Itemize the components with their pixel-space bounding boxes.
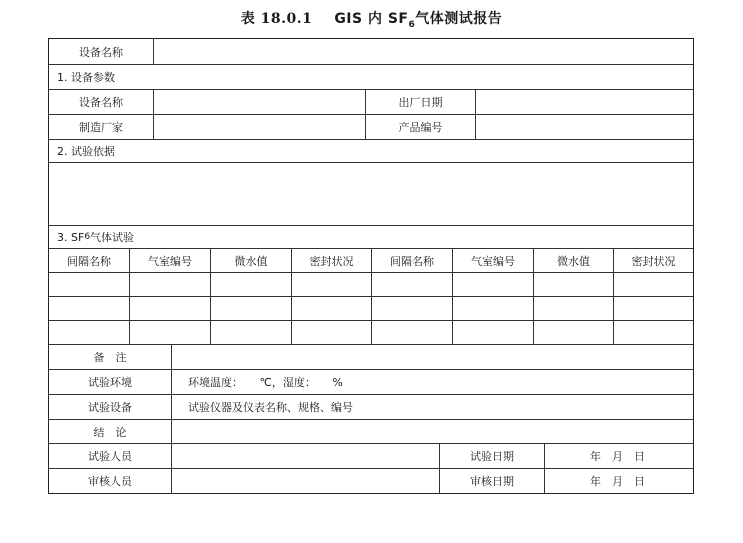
section3-heading-subscript: 6	[84, 232, 91, 242]
table-cell[interactable]	[533, 297, 613, 320]
table-cell[interactable]	[613, 297, 693, 320]
col-header-moisture-value-2: 微水值	[533, 249, 613, 272]
test-date-label: 试验日期	[439, 444, 544, 468]
section3-heading-prefix: 3. SF	[57, 230, 85, 244]
table-row	[49, 273, 693, 297]
table-cell[interactable]	[452, 273, 533, 296]
col-header-chamber-number: 气室编号	[129, 249, 210, 272]
environment-label: 试验环境	[88, 376, 132, 389]
remarks-row	[49, 345, 693, 370]
table-cell[interactable]	[291, 297, 371, 320]
table-cell[interactable]	[49, 273, 129, 296]
param-label-manufacturer: 制造厂家	[79, 121, 123, 134]
title-subscript: 6	[408, 19, 416, 30]
param-label-manufacture-date: 出厂日期	[365, 90, 475, 114]
table-cell[interactable]	[49, 321, 129, 344]
environment-row	[49, 370, 693, 395]
remarks-field[interactable]	[171, 345, 693, 369]
table-cell[interactable]	[533, 321, 613, 344]
test-basis-field[interactable]	[49, 163, 693, 225]
table-cell[interactable]	[210, 273, 291, 296]
device-name-field[interactable]	[153, 39, 693, 64]
table-cell[interactable]	[210, 297, 291, 320]
gas-test-header-row	[49, 249, 693, 273]
review-date-label: 审核日期	[439, 469, 544, 493]
param-field-device-name[interactable]	[153, 90, 365, 114]
conclusion-label: 结 论	[93, 425, 127, 439]
device-name-row	[49, 39, 693, 65]
params-row-2	[49, 115, 693, 140]
params-row-1	[49, 90, 693, 115]
table-cell[interactable]	[452, 297, 533, 320]
section2-body-row	[49, 163, 693, 226]
table-cell[interactable]	[210, 321, 291, 344]
param-field-manufacturer[interactable]	[153, 115, 365, 139]
equipment-row	[49, 395, 693, 420]
table-row	[49, 297, 693, 321]
section3-heading-row	[49, 226, 693, 249]
table-cell[interactable]	[533, 273, 613, 296]
col-header-seal-status: 密封状况	[291, 249, 371, 272]
reviewer-field[interactable]	[171, 469, 439, 493]
param-field-product-number[interactable]	[475, 115, 693, 139]
device-name-label: 设备名称	[79, 45, 123, 59]
environment-field[interactable]: 环境温度： ℃，湿度： %	[171, 370, 693, 394]
section2-heading: 2. 试验依据	[57, 145, 115, 158]
table-cell[interactable]	[49, 297, 129, 320]
col-header-bay-name-2: 间隔名称	[371, 249, 452, 272]
title-suffix: 气体测试报告	[415, 11, 503, 27]
section3-heading	[49, 226, 693, 248]
param-label-device-name: 设备名称	[79, 96, 123, 109]
tester-row	[49, 444, 693, 469]
table-row	[49, 321, 693, 345]
section1-heading: 1. 设备参数	[57, 71, 115, 84]
test-date-field[interactable]: 年 月 日	[544, 444, 693, 468]
table-cell[interactable]	[129, 297, 210, 320]
section2-heading-row	[49, 140, 693, 163]
table-cell[interactable]	[371, 273, 452, 296]
table-cell[interactable]	[291, 273, 371, 296]
title-prefix: GIS 内 SF	[334, 11, 409, 27]
tester-field[interactable]	[171, 444, 439, 468]
tester-label: 试验人员	[88, 450, 132, 463]
col-header-moisture-value: 微水值	[210, 249, 291, 272]
reviewer-label: 审核人员	[88, 475, 132, 488]
col-header-bay-name: 间隔名称	[67, 254, 111, 268]
review-date-field[interactable]: 年 月 日	[544, 469, 693, 493]
param-field-manufacture-date[interactable]	[475, 90, 693, 114]
section1-heading-row	[49, 65, 693, 90]
form-title	[0, 8, 743, 30]
col-header-seal-status-2: 密封状况	[613, 249, 693, 272]
conclusion-field[interactable]	[171, 420, 693, 443]
conclusion-row	[49, 420, 693, 444]
col-header-chamber-number-2: 气室编号	[452, 249, 533, 272]
table-cell[interactable]	[452, 321, 533, 344]
table-cell[interactable]	[371, 297, 452, 320]
section3-heading-suffix: 气体试验	[90, 231, 135, 244]
table-cell[interactable]	[613, 321, 693, 344]
table-cell[interactable]	[129, 321, 210, 344]
test-report-form	[48, 38, 694, 494]
table-number: 表 18.0.1	[240, 11, 313, 27]
param-label-product-number: 产品编号	[365, 115, 475, 139]
table-cell[interactable]	[129, 273, 210, 296]
reviewer-row	[49, 469, 693, 493]
equipment-field[interactable]: 试验仪器及仪表名称、规格、编号	[171, 395, 693, 419]
equipment-label: 试验设备	[88, 401, 132, 414]
table-cell[interactable]	[613, 273, 693, 296]
remarks-label: 备 注	[93, 351, 127, 364]
table-cell[interactable]	[371, 321, 452, 344]
table-cell[interactable]	[291, 321, 371, 344]
